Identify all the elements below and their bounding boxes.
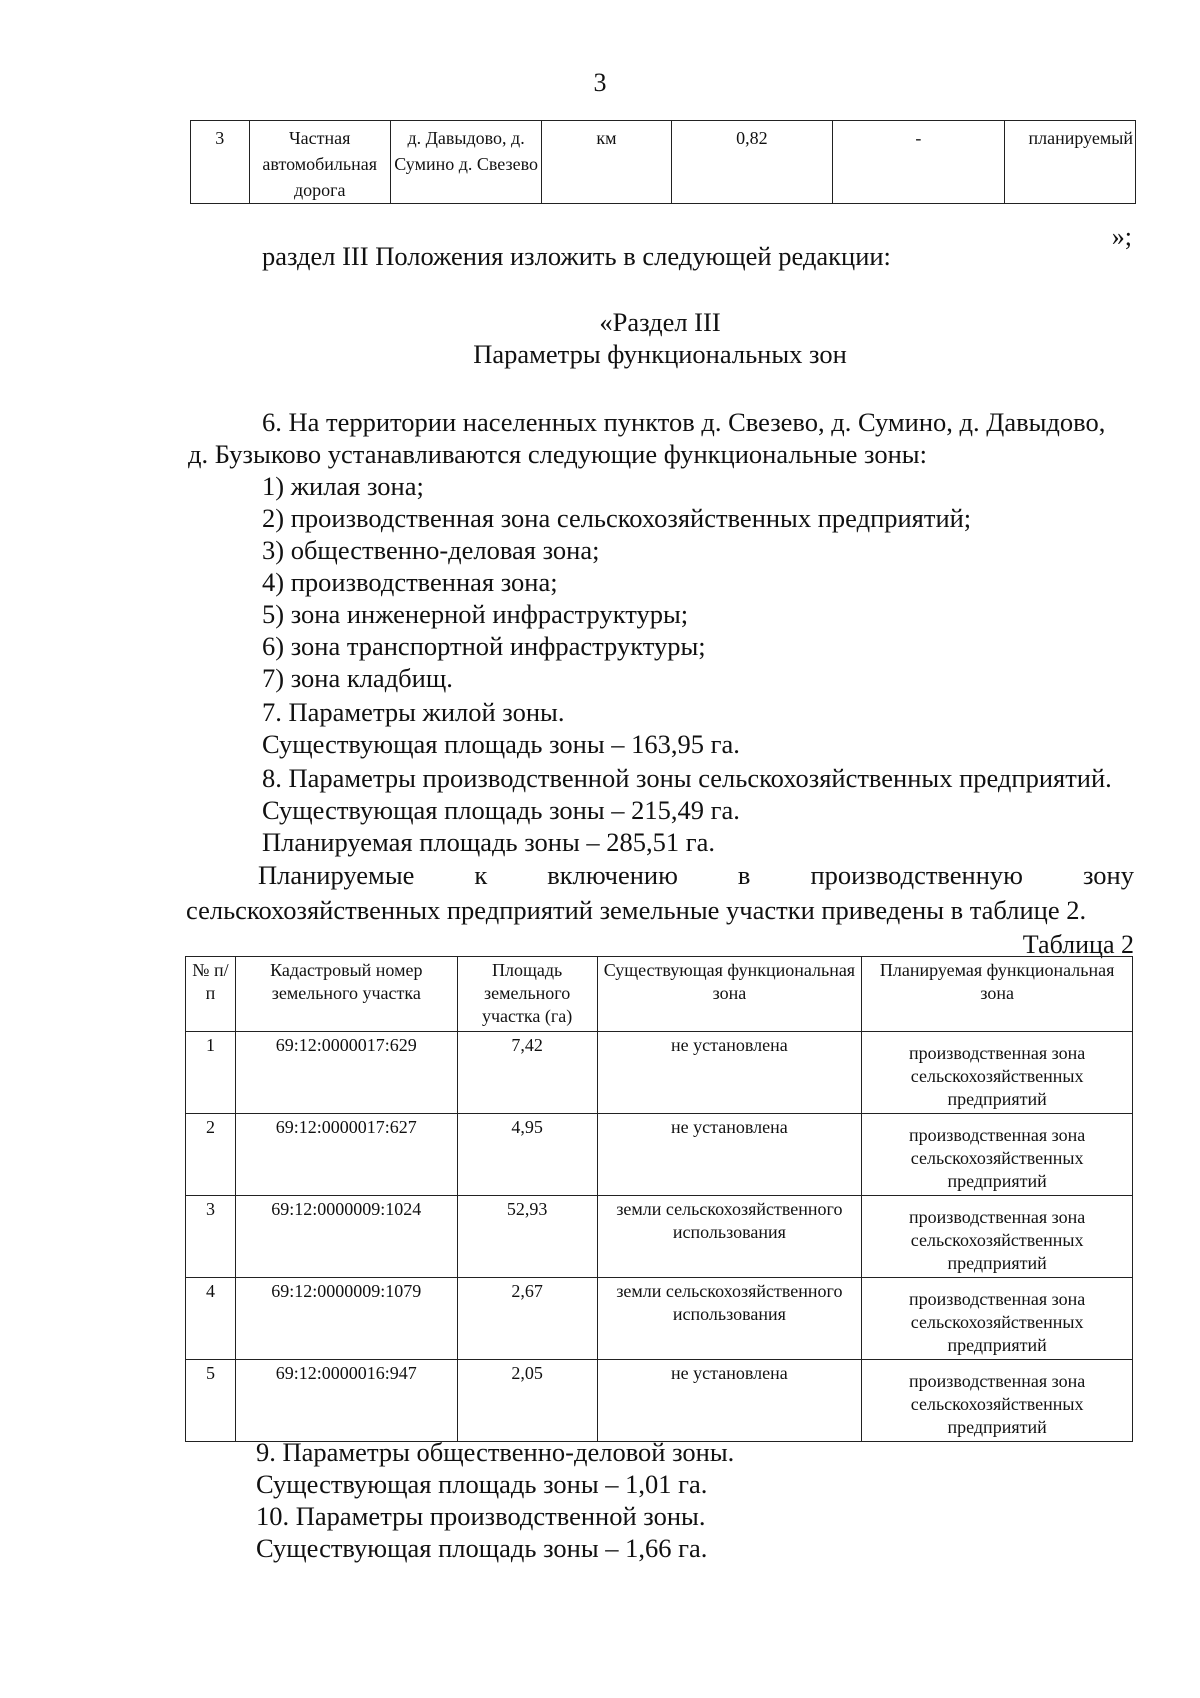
column-header: Кадастровый номер земельного участка — [235, 957, 457, 1032]
table-cell: земли сельскохозяйственного использования — [597, 1278, 862, 1360]
table-cell: 4 — [186, 1278, 236, 1360]
land-plots-table — [185, 956, 1133, 1442]
table-cell: 4,95 — [457, 1114, 597, 1196]
zone-item: 6) зона транспортной инфраструктуры; — [262, 631, 706, 661]
column-header: Планируемая функциональная зона — [862, 957, 1133, 1032]
table-cell: производственная зона сельскохозяйственных предприятий — [862, 1360, 1133, 1442]
table-cell: д. Давыдово, д. Сумино д. Свезево — [390, 121, 541, 204]
paragraph-9-area: Существующая площадь зоны – 1,01 га. — [256, 1469, 708, 1499]
table-cell: 3 — [191, 121, 250, 204]
column-header: № п/п — [186, 957, 236, 1032]
word: зону — [1082, 860, 1134, 890]
intro-line: раздел III Положения изложить в следующей редакции: — [262, 241, 891, 271]
table-row — [186, 1032, 1133, 1114]
paragraph-8-existing: Существующая площадь зоны – 215,49 га. — [262, 795, 740, 825]
zone-item: 5) зона инженерной инфраструктуры; — [262, 599, 689, 629]
paragraph-8-text-line1 — [258, 860, 1134, 891]
section-title: «Раздел III — [599, 307, 721, 337]
table-header-row — [186, 957, 1133, 1032]
closing-quote: »; — [1111, 222, 1132, 251]
table-cell: производственная зона сельскохозяйственных предприятий — [862, 1196, 1133, 1278]
page-number: 3 — [593, 68, 607, 97]
table-cell: 2 — [186, 1114, 236, 1196]
table-cell: 69:12:0000009:1024 — [235, 1196, 457, 1278]
table-cell: 2,67 — [457, 1278, 597, 1360]
table-cell: 5 — [186, 1360, 236, 1442]
table-cell: производственная зона сельскохозяйственных предприятий — [862, 1278, 1133, 1360]
zone-item: 2) производственная зона сельскохозяйственных предприятий; — [262, 503, 972, 533]
continued-table — [190, 120, 1136, 204]
table-row — [186, 1114, 1133, 1196]
table-cell: - — [833, 121, 1005, 204]
paragraph-10-title: 10. Параметры производственной зоны. — [256, 1501, 706, 1531]
paragraph-7-title: 7. Параметры жилой зоны. — [262, 697, 565, 727]
paragraph-6-line1: 6. На территории населенных пунктов д. Свезево, д. Сумино, д. Давыдово, — [262, 407, 1106, 437]
table-row — [186, 1278, 1133, 1360]
table-cell: 3 — [186, 1196, 236, 1278]
paragraph-10-area: Существующая площадь зоны – 1,66 га. — [256, 1533, 708, 1563]
paragraph-6-line2: д. Бузыково устанавливаются следующие функциональные зоны: — [188, 439, 927, 469]
table-cell: производственная зона сельскохозяйственных предприятий — [862, 1032, 1133, 1114]
zone-item: 3) общественно-деловая зона; — [262, 535, 600, 565]
column-header: Существующая функциональная зона — [597, 957, 862, 1032]
table-cell: 69:12:0000009:1079 — [235, 1278, 457, 1360]
zone-item: 1) жилая зона; — [262, 471, 424, 501]
table-cell: планируемый — [1004, 121, 1135, 204]
paragraph-9-title: 9. Параметры общественно-деловой зоны. — [256, 1437, 735, 1467]
table-row — [186, 1196, 1133, 1278]
paragraph-8-title: 8. Параметры производственной зоны сельскохозяйственных предприятий. — [262, 763, 1112, 793]
table-cell: 0,82 — [671, 121, 833, 204]
paragraph-7-area: Существующая площадь зоны – 163,95 га. — [262, 729, 740, 759]
word: включению — [547, 860, 678, 890]
table-cell: Частная автомобильная дорога — [249, 121, 390, 204]
table-cell: 69:12:0000017:629 — [235, 1032, 457, 1114]
word: Планируемые — [258, 860, 415, 890]
paragraph-8-text-line2: сельскохозяйственных предприятий земельные участки приведены в таблице 2. — [186, 895, 1087, 925]
paragraph-8-planned: Планируемая площадь зоны – 285,51 га. — [262, 827, 716, 857]
table-cell: 52,93 — [457, 1196, 597, 1278]
table-cell: 7,42 — [457, 1032, 597, 1114]
table-cell: 69:12:0000016:947 — [235, 1360, 457, 1442]
word: в — [737, 860, 751, 890]
zone-item: 4) производственная зона; — [262, 567, 558, 597]
zone-item: 7) зона кладбищ. — [262, 663, 453, 693]
table-cell: производственная зона сельскохозяйственных предприятий — [862, 1114, 1133, 1196]
table-cell: земли сельскохозяйственного использования — [597, 1196, 862, 1278]
word: производственную — [810, 860, 1023, 890]
table-caption: Таблица 2 — [1022, 930, 1134, 959]
table-cell: не установлена — [597, 1032, 862, 1114]
table-cell: 1 — [186, 1032, 236, 1114]
section-subtitle: Параметры функциональных зон — [473, 339, 847, 369]
table-row — [191, 121, 1136, 204]
table-cell: не установлена — [597, 1114, 862, 1196]
table-row — [186, 1360, 1133, 1442]
table-cell: 2,05 — [457, 1360, 597, 1442]
word: к — [474, 860, 488, 890]
table-cell: км — [542, 121, 671, 204]
table-cell: 69:12:0000017:627 — [235, 1114, 457, 1196]
table-cell: не установлена — [597, 1360, 862, 1442]
column-header: Площадь земельного участка (га) — [457, 957, 597, 1032]
